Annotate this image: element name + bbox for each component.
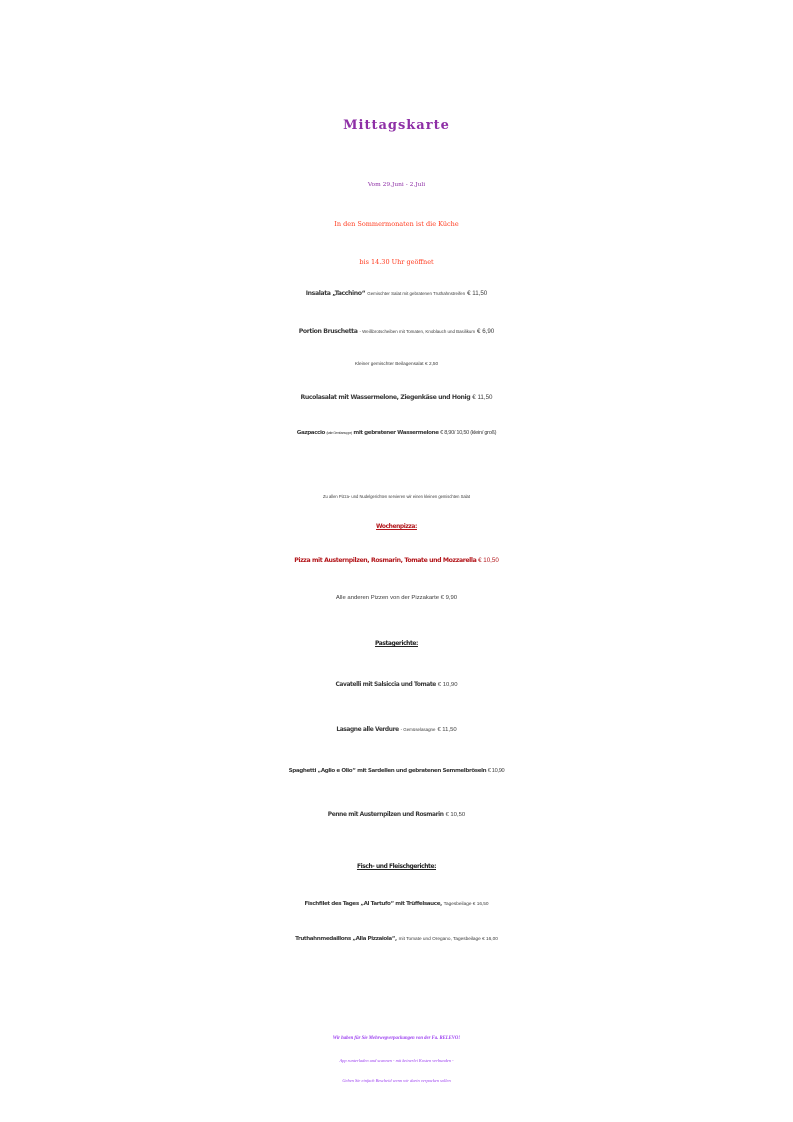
item-description: Gemischter Salat mit gebratenen Truthahnstreifen <box>367 291 466 296</box>
section-heading: Wochenpizza: <box>376 524 417 530</box>
item-description: Tagesbeilage € 16,50 <box>443 902 489 907</box>
menu-title: Mittagskarte <box>343 118 450 133</box>
item-price: € 6,90 <box>477 328 495 335</box>
item-price: € 11,50 <box>472 394 493 401</box>
item-price: € 8,90/ 10,50 (klein/ groß) <box>440 430 497 436</box>
item-price: € 2,50 <box>425 362 439 367</box>
main-item-truthahn <box>0 936 793 942</box>
kitchen-notice-line2: bis 14.30 Uhr geöffnet <box>359 258 434 266</box>
item-description: mit Tomate und Oregano, Tagesbeilage € 16,00 <box>398 937 498 942</box>
footer-relevo-line1: Wir haben für Sie Mehrwegverpackungen von der Fa. RELEVO! <box>332 1036 461 1041</box>
item-name: Gazpaccio <box>296 430 326 436</box>
item-description: (kalte Gemüsesuppe) <box>326 431 352 435</box>
item-name: Portion Bruschetta <box>298 328 358 335</box>
item-name: Fischfilet des Tages „Al Tartufo“ mit Trüffelsauce, <box>304 901 442 907</box>
item-price: € 10,50 <box>478 557 499 564</box>
item-name: Penne mit Austernpilzen und Rosmarin <box>327 812 444 818</box>
pasta-item-lasagne <box>0 727 793 733</box>
weekly-pizza <box>0 557 793 564</box>
item-description: - Gemüselasagne <box>400 727 436 732</box>
pizza-heading <box>0 524 793 530</box>
footer-relevo-line3: Geben Sie einfach Bescheid wenn wir darin verpacken sollen <box>342 1078 451 1083</box>
salad-note: Zu allen Pizza- und Nudelgerichten servieren wir einen kleinen gemischten Salat <box>323 494 470 499</box>
item-name: Pizza mit Austernpilzen, Rosmarin, Tomate und Mozzarella <box>294 557 477 564</box>
kitchen-notice-line1: In den Sommermonaten ist die Küche <box>334 220 459 228</box>
other-pizzas: Alle anderen Pizzen von der Pizzakarte € 9,90 <box>335 595 458 601</box>
pasta-heading <box>0 641 793 647</box>
item-description: Kleiner gemischter Beilagensalat <box>354 362 424 367</box>
mains-heading <box>0 864 793 870</box>
item-description: - Weißbrotscheiben mit Tomaten, Knoblauch und Basilikum <box>359 329 476 334</box>
footer-relevo-line2: App runterladen und scannen - mit keinerlei Kosten verbunden - <box>339 1058 454 1063</box>
item-name: Spaghetti „Aglio e Olio“ mit Sardellen und gebratenen Semmelbröseln <box>288 768 487 774</box>
item-name: Cavatelli mit Salsiccia und Tomate <box>335 682 436 688</box>
section-heading: Fisch- und Fleischgerichte: <box>356 864 437 870</box>
item-name: Insalata „Tacchino“ <box>305 290 366 297</box>
item-price: € 10,90 <box>437 682 458 688</box>
item-name-continued: mit gebratener Wassermelone <box>353 430 439 436</box>
menu-item-beilagensalat <box>0 362 793 367</box>
pasta-item-spaghetti <box>0 768 793 774</box>
menu-dates: Vom 29.Juni - 2.Juli <box>367 182 426 188</box>
pasta-item-penne <box>0 812 793 818</box>
item-price: € 11,50 <box>437 727 457 733</box>
menu-item-gazpaccio <box>0 430 793 436</box>
item-name: Truthahnmedaillons „Alla Pizzaiola“, <box>295 936 397 942</box>
section-heading: Pastagerichte: <box>375 641 418 647</box>
item-price: € 10,50 <box>445 812 466 818</box>
menu-item-rucolasalat <box>0 394 793 401</box>
item-price: € 10,90 <box>487 768 505 774</box>
item-name: Rucolasalat mit Wassermelone, Ziegenkäse und Honig <box>300 394 471 401</box>
main-item-fischfilet <box>0 901 793 907</box>
menu-item-insalata <box>0 290 793 297</box>
menu-item-bruschetta <box>0 328 793 335</box>
item-price: € 11,50 <box>467 290 488 297</box>
item-name: Lasagne alle Verdure <box>336 727 399 733</box>
pasta-item-cavatelli <box>0 682 793 688</box>
